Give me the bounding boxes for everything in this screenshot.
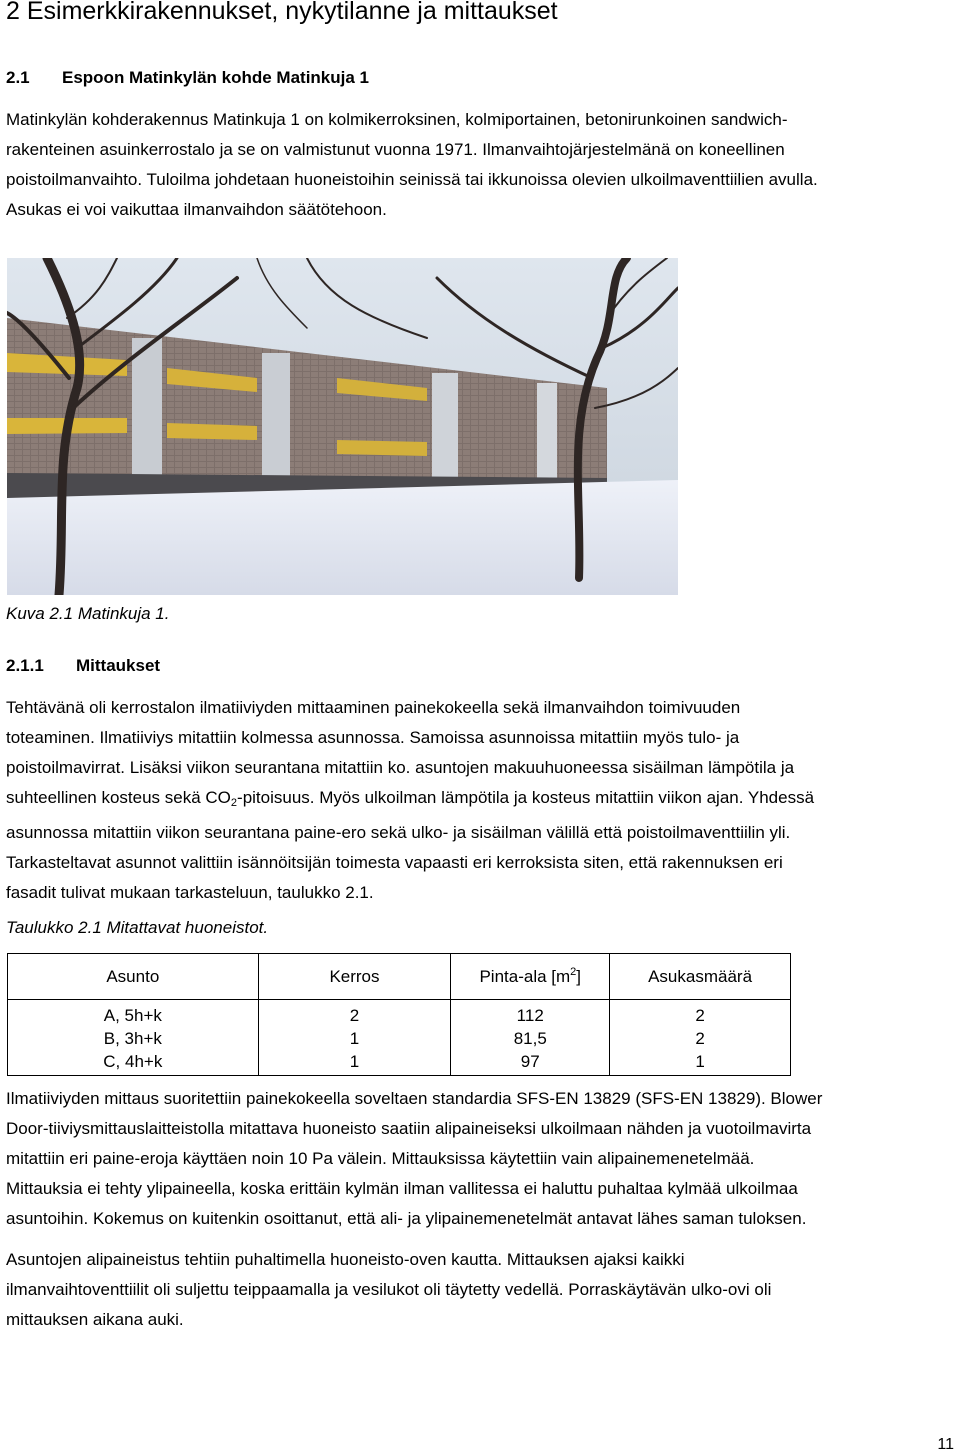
table-caption: Taulukko 2.1 Mitattavat huoneistot.	[6, 918, 269, 937]
chapter-heading: 2 Esimerkkirakennukset, nykytilanne ja mittaukset	[6, 0, 558, 25]
text-line: Asuntojen alipaineistus tehtiin puhaltimella huoneisto-oven kautta. Mittauksen ajaksi kaikki	[6, 1250, 685, 1269]
text-line: rakenteinen asuinkerrostalo ja se on valmistunut vuonna 1971. Ilmanvaihtojärjestelmänä on koneellinen	[6, 140, 785, 159]
subscript: 2	[230, 797, 238, 809]
blower-door-paragraph	[6, 1084, 960, 1234]
text-line: Door-tiiviysmittauslaitteistolla mitattava huoneisto saatiin alipaineiseksi ulkoilmaan nähden ja vuotoilmavirta	[6, 1119, 812, 1138]
header-text: Pinta-ala [m	[479, 966, 571, 986]
cell-kerros: 1	[258, 1050, 451, 1076]
cell-asunto: A, 5h+k	[8, 1000, 259, 1028]
superscript: 2	[570, 965, 577, 978]
table-row	[8, 1000, 791, 1028]
subsection-number: 2.1.1	[6, 656, 44, 675]
text-line: Ilmatiiviyden mittaus suoritettiin painekokeella soveltaen standardia SFS-EN 13829 (SFS-EN 13829). Blower	[6, 1089, 823, 1108]
column-header-kerros: Kerros	[258, 954, 451, 1000]
building-photo	[7, 258, 678, 595]
subsection-heading	[6, 654, 160, 678]
text-line: poistoilmanvaihto. Tuloilma johdetaan huoneistoihin seinissä tai ikkunoissa olevien ulkoilmaventtiilien avulla.	[6, 170, 818, 189]
column-header-asukasmaara: Asukasmäärä	[610, 954, 791, 1000]
page-number: 11	[937, 1436, 954, 1453]
text-line: ilmanvaihtoventtiilit oli suljettu teippaamalla ja vesilukot oli täytetty vedellä. Porraskäytävän ulko-ovi oli	[6, 1280, 772, 1299]
text-segment: -pitoisuus. Myös ulkoilman lämpötila ja kosteus mitattiin viikon ajan. Yhdessä	[237, 788, 815, 807]
cell-pinta-ala: 81,5	[451, 1027, 610, 1050]
subsection-title: Mittaukset	[76, 656, 161, 675]
cell-pinta-ala: 97	[451, 1050, 610, 1076]
section-title: Espoon Matinkylän kohde Matinkuja 1	[62, 68, 369, 87]
cell-kerros: 1	[258, 1027, 451, 1050]
text-line: asunnossa mitattiin viikon seurantana paine-ero sekä ulko- ja sisäilman välillä että poistoilmaventtiilin yli.	[6, 823, 791, 842]
cell-asunto: C, 4h+k	[8, 1050, 259, 1076]
table-row	[8, 1027, 791, 1050]
cell-kerros: 2	[258, 1000, 451, 1028]
section-heading	[6, 66, 369, 90]
cell-asukasmaara: 2	[610, 1027, 791, 1050]
cell-asukasmaara: 1	[610, 1050, 791, 1076]
header-text: ]	[576, 966, 582, 986]
text-segment: suhteellinen kosteus sekä CO	[6, 788, 231, 807]
text-line: Matinkylän kohderakennus Matinkuja 1 on kolmikerroksinen, kolmiportainen, betonirunkoinen sandwich-	[6, 110, 788, 129]
depressurization-paragraph	[6, 1245, 960, 1335]
table-row	[8, 1050, 791, 1076]
cell-asunto: B, 3h+k	[8, 1027, 259, 1050]
measurement-paragraph	[6, 693, 960, 908]
text-line: poistoilmavirrat. Lisäksi viikon seurantana mitattiin ko. asuntojen makuuhuoneessa sisäilman lämpötila ja	[6, 758, 795, 777]
cell-pinta-ala: 112	[451, 1000, 610, 1028]
text-line: asuntoihin. Kokemus on kuitenkin osoittanut, että ali- ja ylipainemenetelmät antavat lähes saman tuloksen.	[6, 1209, 807, 1228]
text-line	[6, 783, 960, 818]
text-line: Mittauksia ei tehty ylipaineella, koska erittäin kylmän ilman vallitessa ei haluttu puhaltaa kylmää ulkoilmaa	[6, 1179, 798, 1198]
text-line: Asukas ei voi vaikuttaa ilmanvaihdon säätötehoon.	[6, 200, 387, 219]
section-number: 2.1	[6, 68, 30, 87]
text-line: fasadit tulivat mukaan tarkasteluun, taulukko 2.1.	[6, 883, 374, 902]
figure-caption: Kuva 2.1 Matinkuja 1.	[6, 604, 170, 623]
table-header-row	[8, 954, 791, 1000]
cell-asukasmaara: 2	[610, 1000, 791, 1028]
text-line: toteaminen. Ilmatiiviys mitattiin kolmessa asunnossa. Samoissa asunnoissa mitattiin myös tulo- ja	[6, 728, 740, 747]
text-line: Tarkasteltavat asunnot valittiin isännöitsijän toimesta vapaasti eri kerroksista siten, että rakennuksen eri	[6, 853, 783, 872]
text-line: mittauksen aikana auki.	[6, 1310, 184, 1329]
text-line: mitattiin eri paine-eroja käyttäen noin 10 Pa välein. Mittauksissa käytettiin vain alipainemenetelmää.	[6, 1149, 755, 1168]
text-line: Tehtävänä oli kerrostalon ilmatiiviyden mittaaminen painekokeella sekä ilmanvaihdon toimivuuden	[6, 698, 741, 717]
column-header-asunto: Asunto	[8, 954, 259, 1000]
intro-paragraph	[6, 105, 960, 225]
apartments-table	[7, 953, 791, 1076]
column-header-pinta-ala	[451, 954, 610, 1000]
